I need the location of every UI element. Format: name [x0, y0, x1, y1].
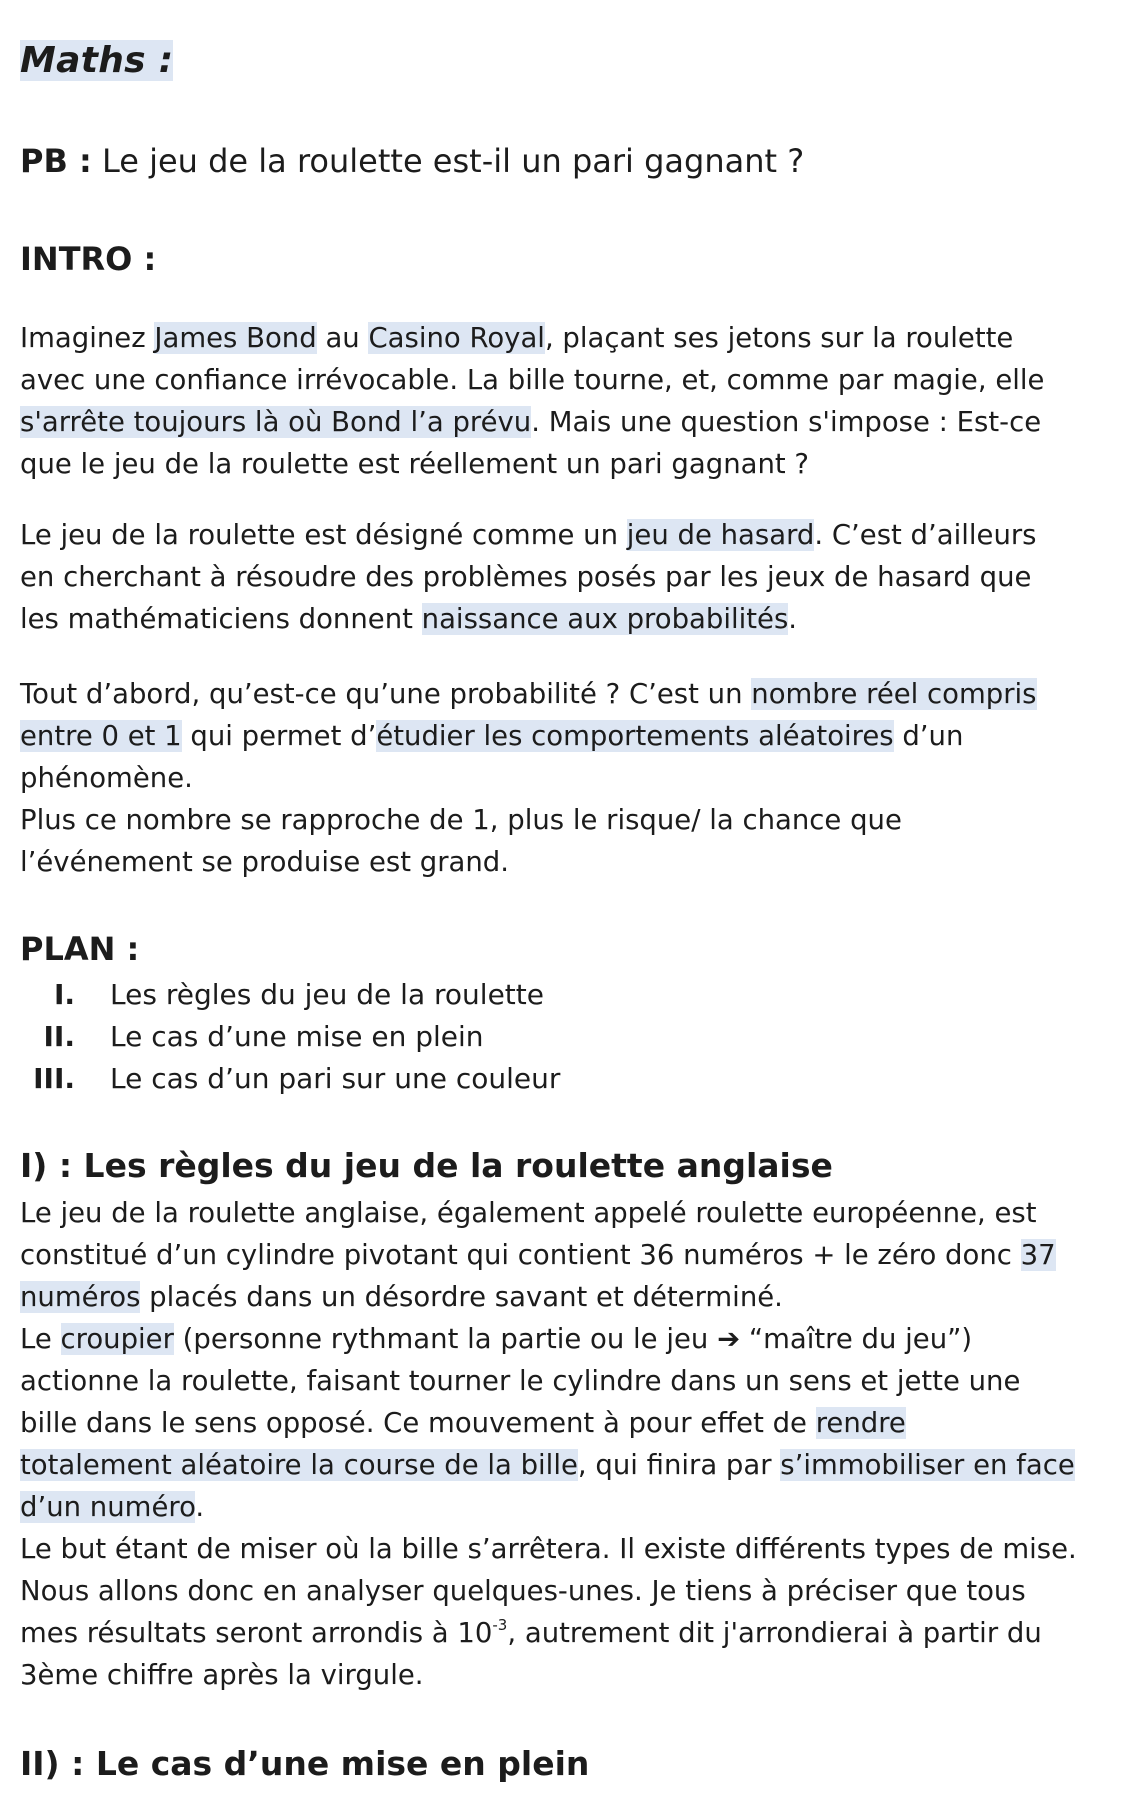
highlight-casino-royal: Casino Royal: [368, 322, 545, 354]
intro-paragraph-3: Tout d’abord, qu’est-ce qu’une probabilité ? C’est un nombre réel compris entre 0 et 1 qui permet d’étudier les comportements aléatoires d’un phénomène. Plus ce nombre se rapproche de 1, plus le risque/ la chance que l’événement se produise est grand.: [20, 678, 1037, 878]
highlight-immobiliser: s’immobiliser en face: [780, 1449, 1075, 1481]
subject-label: Maths :: [20, 40, 174, 81]
highlight-37: 37: [1020, 1239, 1056, 1271]
intro-paragraph-1: Imaginez James Bond au Casino Royal, plaçant ses jetons sur la roulette avec une confiance irrévocable. La bille tourne, et, comme par magie, elle s'arrête toujours là où Bond l’a prévu. Mais une question s'impose : Est-ce que le jeu de la roulette est réellement un pari gagnant ?: [20, 322, 1045, 480]
highlight-numeros: numéros: [20, 1281, 141, 1313]
intro-heading: INTRO :: [20, 240, 157, 278]
section-2-title: II) : Le cas d’une mise en plein: [20, 1744, 590, 1783]
exponent: -3: [492, 1616, 508, 1634]
highlight-nombre-reel: nombre réel compris: [751, 678, 1037, 710]
highlight-comportements: étudier les comportements aléatoires: [376, 720, 894, 752]
highlight-aleatoire: totalement aléatoire la course de la bille: [20, 1449, 578, 1481]
highlight-james-bond: James Bond: [154, 322, 317, 354]
plan-heading: PLAN :: [20, 930, 140, 968]
highlight-bond-prevu: s'arrête toujours là où Bond l’a prévu: [20, 406, 532, 438]
highlight-probabilites: naissance aux probabilités: [421, 603, 789, 635]
highlight-jeu-de-hasard: jeu de hasard: [626, 519, 815, 551]
subject-heading: [20, 40, 173, 81]
problem-text: Le jeu de la roulette est-il un pari gagnant ?: [91, 142, 805, 180]
intro-paragraph-2: Le jeu de la roulette est désigné comme un jeu de hasard. C’est d’ailleurs en cherchant à résoudre des problèmes posés par les jeux de hasard que les mathématiciens donnent naissance aux probabilités.: [20, 519, 1037, 635]
section-1-body: Le jeu de la roulette anglaise, également appelé roulette européenne, est constitué d’un cylindre pivotant qui contient 36 numéros + le zéro donc 37 numéros placés dans un désordre savant et déterminé. Le croupier (personne rythmant la partie ou le jeu ➔ “maître du jeu”) actionne la roulette, faisant tourner le cylindre dans un sens et jette une bille dans le sens opposé. Ce mouvement à pour effet de rendre totalement aléatoire la course de la bille, qui finira par s’immobiliser en face d’un numéro. Le but étant de miser où la bille s’arrêtera. Il existe différents types de mise. Nous allons donc en analyser quelques-unes. Je tiens à préciser que tous mes résultats seront arrondis à $10^{-3}$, autrement dit j'arrondierai à partir du 3ème chiffre après la virgule.: [20, 1197, 1077, 1691]
highlight-entre-0-et-1: entre 0 et 1: [20, 720, 182, 752]
problem-label: PB :: [20, 142, 92, 180]
section-1-title: I) : Les règles du jeu de la roulette anglaise: [20, 1146, 833, 1185]
highlight-croupier: croupier: [60, 1323, 174, 1355]
highlight-dun-numero: d’un numéro: [20, 1491, 196, 1523]
highlight-rendre: rendre: [815, 1407, 906, 1439]
problem-statement: [20, 142, 804, 180]
